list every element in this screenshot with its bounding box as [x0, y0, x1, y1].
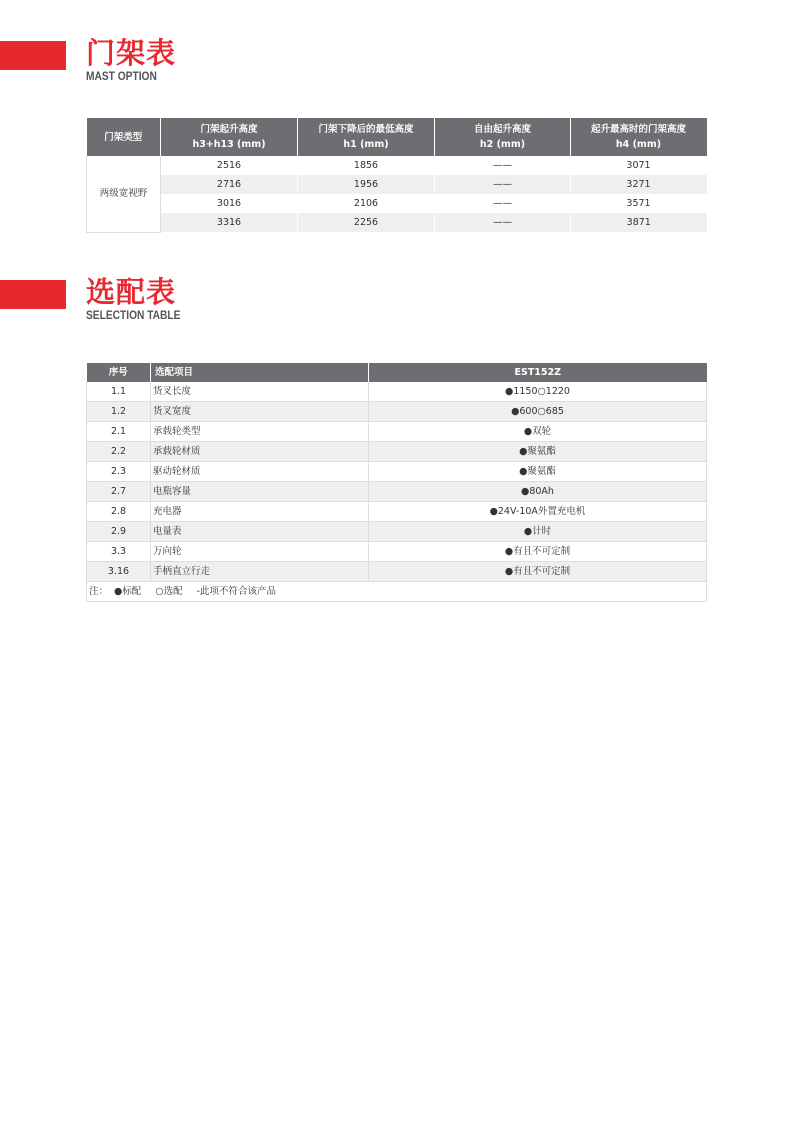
table-cell: 3871 [571, 213, 707, 232]
table-cell: —— [435, 194, 571, 213]
mast-col-header: 起升最高时的门架高度 h4 (mm) [571, 118, 707, 156]
mast-col-header: 门架下降后的最低高度 h1 (mm) [298, 118, 435, 156]
table-cell: 3016 [161, 194, 298, 213]
table-row [87, 522, 707, 542]
row-value: ●600○685 [369, 402, 707, 422]
table-row [87, 175, 707, 194]
row-item: 驱动轮材质 [151, 462, 369, 482]
section-marker-mast [0, 41, 66, 70]
row-item: 充电器 [151, 502, 369, 522]
table-row [87, 402, 707, 422]
mast-table [86, 118, 707, 233]
row-item: 电瓶容量 [151, 482, 369, 502]
row-number: 2.3 [87, 462, 151, 482]
row-item: 承载轮类型 [151, 422, 369, 442]
row-value: ●计时 [369, 522, 707, 542]
table-row [87, 442, 707, 462]
row-value: ●有且不可定制 [369, 562, 707, 582]
table-cell: 1856 [298, 156, 435, 175]
table-row [87, 382, 707, 402]
legend-note [87, 582, 707, 602]
selection-section-title: 选配表 [86, 275, 177, 309]
row-item: 电量表 [151, 522, 369, 542]
mast-table-header [87, 118, 707, 156]
table-cell: —— [435, 156, 571, 175]
table-row [87, 542, 707, 562]
row-number: 1.2 [87, 402, 151, 422]
table-cell: 2256 [298, 213, 435, 232]
table-cell: —— [435, 175, 571, 194]
table-row [87, 213, 707, 232]
mast-col-header: 自由起升高度 h2 (mm) [435, 118, 571, 156]
table-cell: 2516 [161, 156, 298, 175]
table-row [87, 194, 707, 213]
table-row [87, 422, 707, 442]
row-value: ●1150○1220 [369, 382, 707, 402]
table-cell: 3071 [571, 156, 707, 175]
row-item: 万向轮 [151, 542, 369, 562]
selection-table [86, 363, 707, 602]
col-header-no: 序号 [87, 363, 151, 382]
table-cell: —— [435, 213, 571, 232]
row-value: ●80Ah [369, 482, 707, 502]
table-row [87, 482, 707, 502]
table-cell: 2106 [298, 194, 435, 213]
mast-section-title: 门架表 [86, 36, 177, 70]
row-value: ●聚氨酯 [369, 462, 707, 482]
row-value: ●24V-10A外置充电机 [369, 502, 707, 522]
row-number: 2.8 [87, 502, 151, 522]
row-value: ●双轮 [369, 422, 707, 442]
table-row [87, 562, 707, 582]
selection-section-subtitle: SELECTION TABLE [86, 308, 181, 322]
legend-optional: ○选配 [155, 586, 183, 597]
row-number: 2.2 [87, 442, 151, 462]
row-item: 货叉长度 [151, 382, 369, 402]
row-number: 2.1 [87, 422, 151, 442]
mast-col-header: 门架类型 [87, 118, 161, 156]
row-value: ●有且不可定制 [369, 542, 707, 562]
row-item: 承载轮材质 [151, 442, 369, 462]
mast-type-cell: 两级宽视野 [87, 156, 161, 232]
table-row [87, 462, 707, 482]
legend-not-applicable: -此项不符合该产品 [196, 586, 277, 597]
mast-col-header: 门架起升高度 h3+h13 (mm) [161, 118, 298, 156]
row-value: ●聚氨酯 [369, 442, 707, 462]
section-marker-selection [0, 280, 66, 309]
mast-section-subtitle: MAST OPTION [86, 69, 157, 83]
legend-prefix: 注： [89, 586, 109, 597]
table-cell: 3571 [571, 194, 707, 213]
table-row [87, 156, 707, 175]
table-cell: 1956 [298, 175, 435, 194]
row-number: 2.7 [87, 482, 151, 502]
row-item: 手柄直立行走 [151, 562, 369, 582]
table-cell: 3316 [161, 213, 298, 232]
row-number: 1.1 [87, 382, 151, 402]
selection-table-header [87, 363, 707, 382]
legend-row [87, 582, 707, 602]
table-row [87, 502, 707, 522]
row-number: 3.16 [87, 562, 151, 582]
table-cell: 3271 [571, 175, 707, 194]
col-header-model: EST152Z [369, 363, 707, 382]
row-number: 2.9 [87, 522, 151, 542]
legend-standard: ●标配 [114, 586, 142, 597]
col-header-item: 选配项目 [151, 363, 369, 382]
table-cell: 2716 [161, 175, 298, 194]
row-item: 货叉宽度 [151, 402, 369, 422]
row-number: 3.3 [87, 542, 151, 562]
